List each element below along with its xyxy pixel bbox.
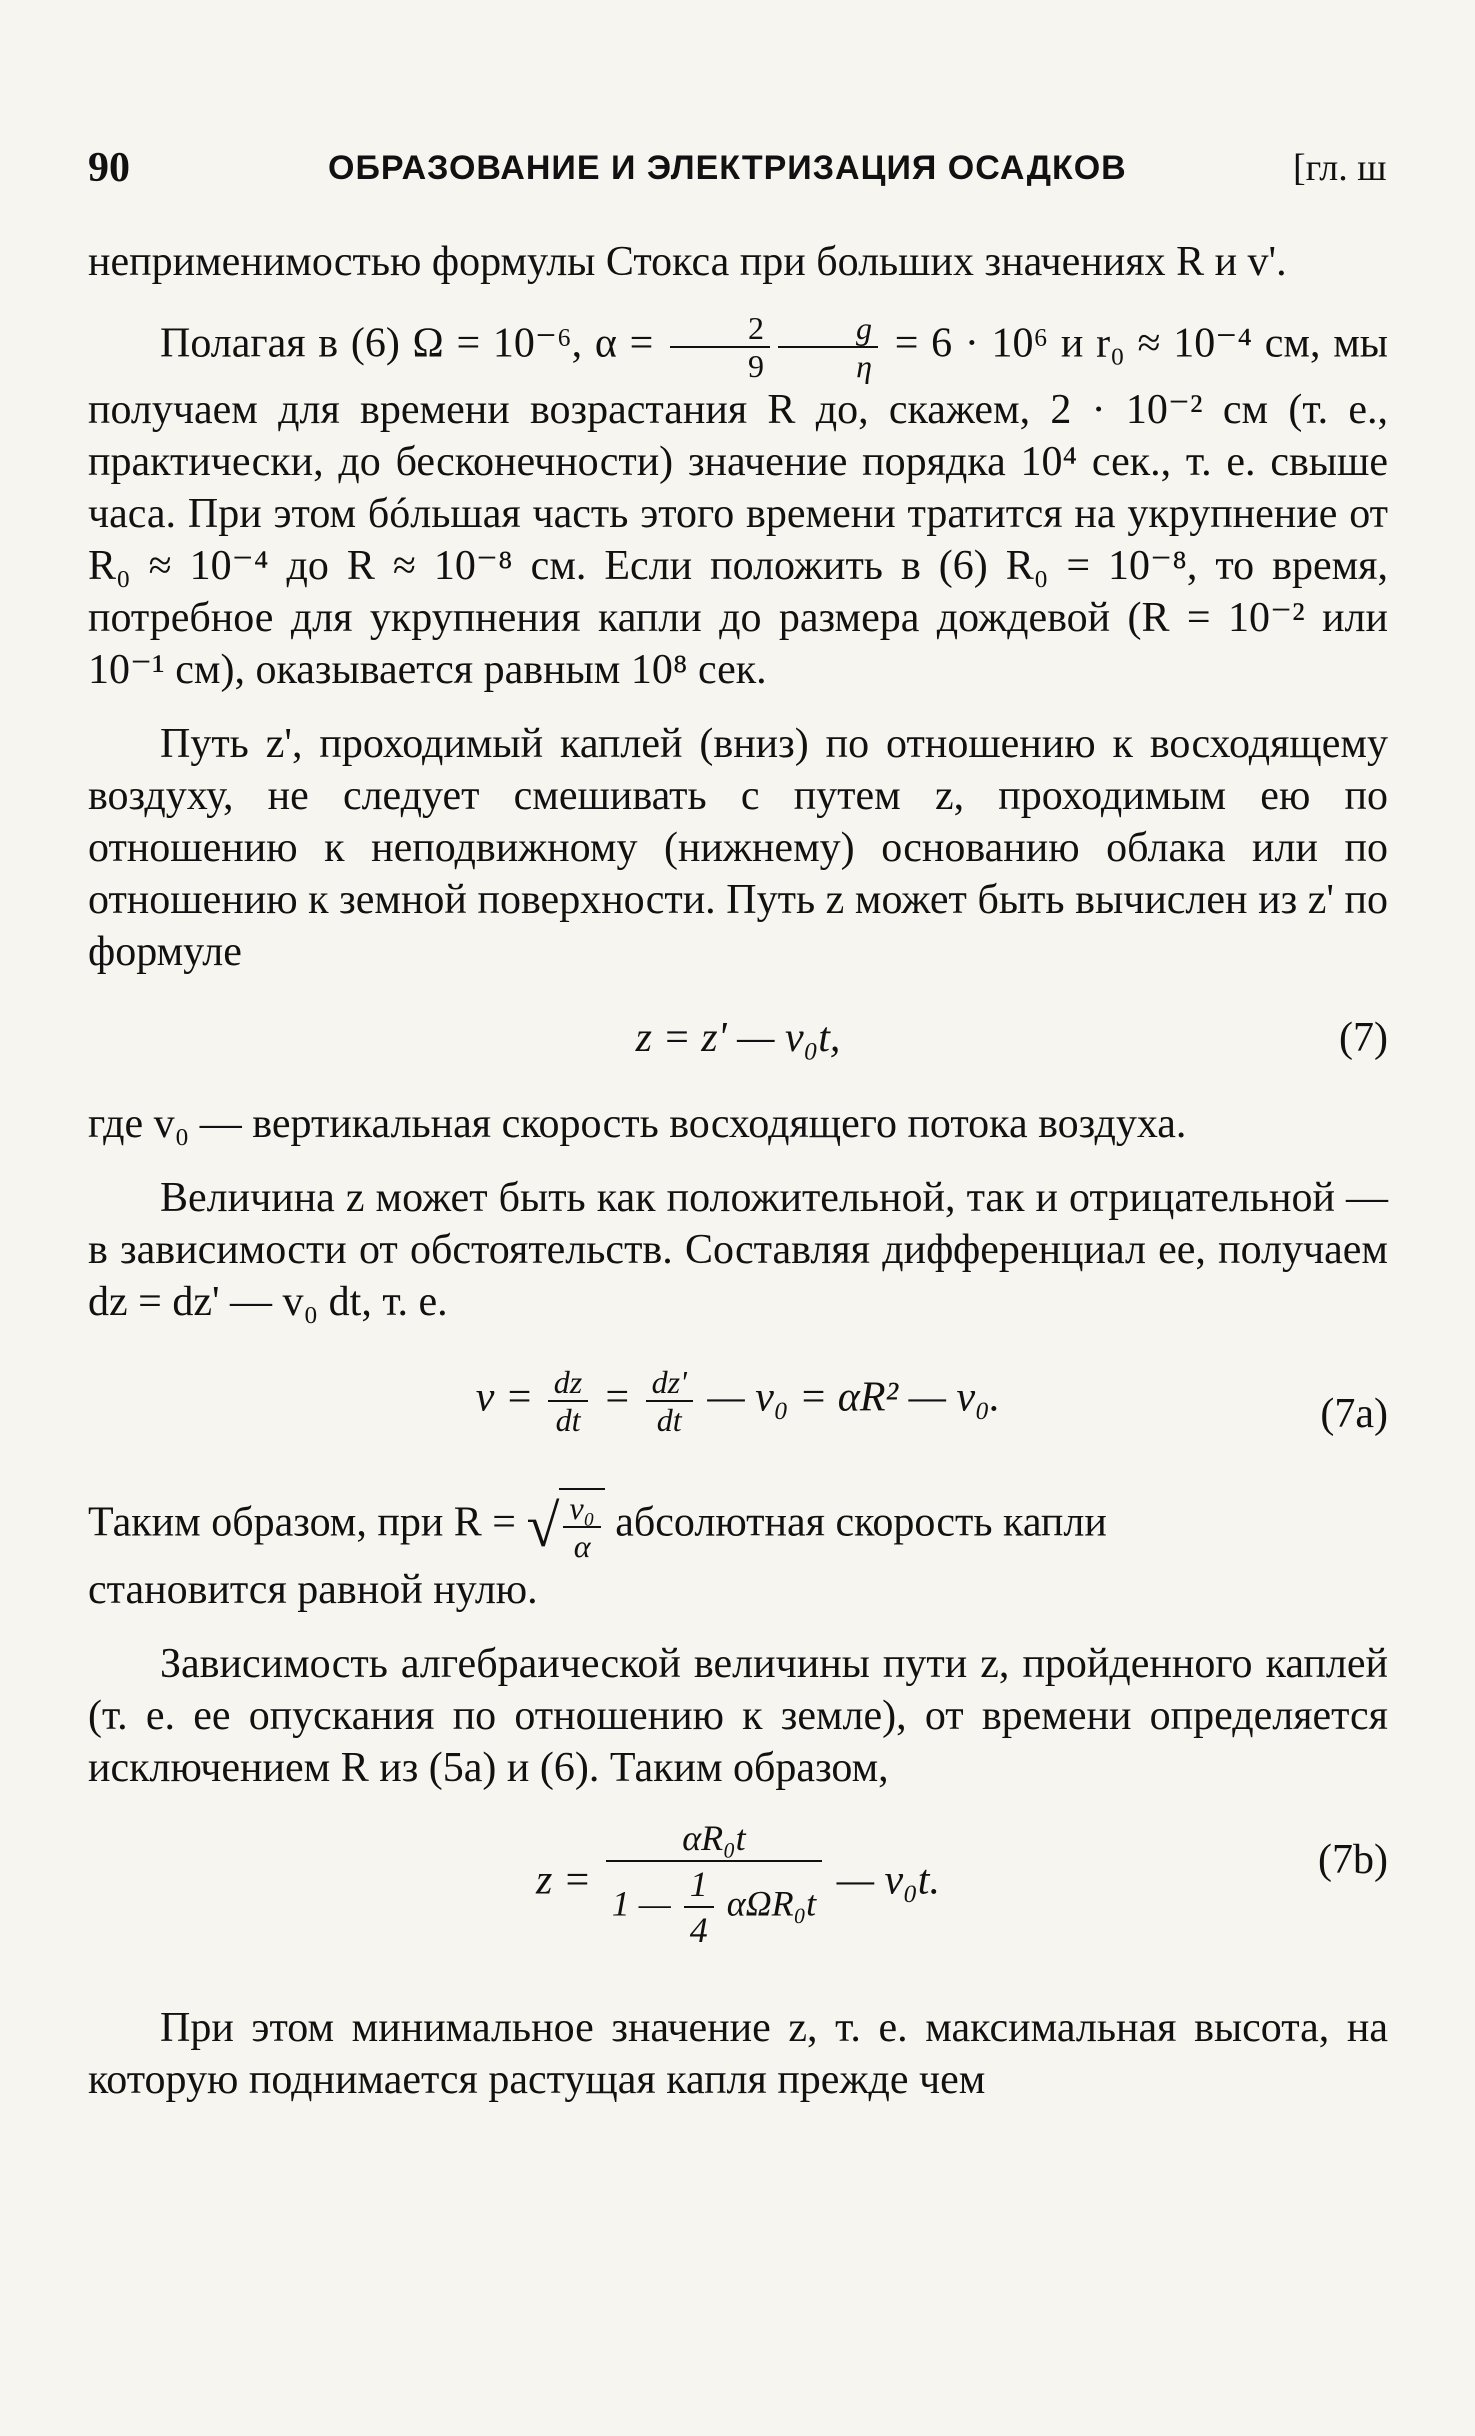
fraction-1-4 bbox=[684, 1862, 714, 1952]
frac-den: dt bbox=[656, 1402, 682, 1438]
equation-7-expression: z = z' — v₀t, bbox=[635, 1015, 841, 1061]
frac-num: g bbox=[778, 310, 878, 348]
sqrt-sign-icon: √ bbox=[526, 1493, 560, 1559]
den-lead: 1 — bbox=[611, 1883, 671, 1924]
thus-lead: Таким образом, при R = bbox=[88, 1499, 516, 1546]
eq7b-rest: — v₀t. bbox=[836, 1857, 940, 1904]
frac-num: v₀ bbox=[563, 1490, 600, 1528]
paragraph-path: Путь z', проходимый каплей (вниз) по отношению к восходящему воздуху, не следует смешивать с путем z, проходимым ею по отношению к неподвижному (нижнему) основанию облака или по отношению к земной поверхности. Путь z может быть вычислен из z' по формуле bbox=[88, 721, 1388, 975]
frac-den: 4 bbox=[689, 1910, 708, 1950]
page-number: 90 bbox=[88, 145, 130, 191]
sqrt-expression bbox=[527, 1488, 605, 1564]
paragraph-magnitude: Величина z может быть как положительной, так и отрицательной — в зависимости от обстоятельств. Составляя дифференциал ее, получаем dz = dz' — v₀ dt, т. е. bbox=[88, 1175, 1388, 1325]
frac-den: η bbox=[856, 348, 872, 384]
frac-den bbox=[606, 1862, 822, 1952]
fraction-dz-prime-dt bbox=[646, 1364, 693, 1438]
equation-7b-expression bbox=[536, 1816, 940, 1952]
eq7a-equals: = bbox=[602, 1374, 632, 1421]
chapter-marker: [гл. ш bbox=[1293, 147, 1387, 189]
paragraph-thus bbox=[88, 1488, 1388, 1616]
fraction-main bbox=[606, 1816, 822, 1952]
paragraph-where: где v₀ — вертикальная скорость восходящего потока воздуха. bbox=[88, 1101, 1187, 1147]
equation-7 bbox=[88, 1014, 1388, 1062]
equation-7a-expression bbox=[476, 1364, 1000, 1438]
thus-line2: становится равной нулю. bbox=[88, 1567, 538, 1613]
equation-7a-number: (7а) bbox=[1320, 1391, 1388, 1437]
frac-num: dz bbox=[548, 1364, 588, 1402]
frac-den: 9 bbox=[748, 348, 765, 384]
den-tail: αΩR₀t bbox=[726, 1883, 817, 1924]
thus-tail: абсолютная скорость капли bbox=[615, 1499, 1107, 1546]
frac-num: dz' bbox=[646, 1364, 693, 1402]
eq7a-rest: — v₀ = αR² — v₀. bbox=[707, 1374, 1001, 1421]
frac-den: α bbox=[573, 1528, 591, 1564]
frac-num: 2 bbox=[670, 310, 770, 348]
eq7a-lhs: v = bbox=[475, 1374, 534, 1421]
equation-7-number: (7) bbox=[1339, 1015, 1388, 1061]
frac-num: αR₀t bbox=[606, 1816, 822, 1862]
assume-rest: мы получаем для времени возрастания R до, скажем, 2 · 10⁻² см (т. е., практически, до бесконечности) значение порядка 10⁴ сек., т. е. свыше часа. При этом бóльшая часть этого времени тратится на укрупнение от R₀ ≈ 10⁻⁴ до R ≈ 10⁻⁸ см. Если положить в (6) R₀ = 10⁻⁸, то время, потребное для укрупнения капли до размера дождевой (R = 10⁻² или 10⁻¹ см), оказывается равным 10⁸ сек. bbox=[88, 320, 1388, 693]
fraction-dz-dt bbox=[548, 1364, 588, 1438]
assume-tail: = 6 · 10⁶ и r₀ ≈ 10⁻⁴ см, bbox=[894, 320, 1321, 367]
paragraph-stokes: неприменимостью формулы Стокса при больших значениях R и v'. bbox=[88, 239, 1287, 285]
equation-7a bbox=[88, 1364, 1388, 1438]
running-title: ОБРАЗОВАНИЕ И ЭЛЕКТРИЗАЦИЯ ОСАДКОВ bbox=[328, 149, 1127, 187]
fraction-g-eta bbox=[778, 310, 878, 384]
page-body bbox=[88, 236, 1388, 2106]
fraction-2-9 bbox=[670, 310, 770, 384]
assume-lead: Полагая в (6) Ω = 10⁻⁶, α = bbox=[160, 320, 654, 367]
running-header bbox=[88, 138, 1388, 198]
paragraph-dependence: Зависимость алгебраической величины пути z, пройденного каплей (т. е. ее опускания по отношению к земле), от времени определяется исключением R из (5а) и (6). Таким образом, bbox=[88, 1641, 1388, 1791]
frac-num: 1 bbox=[684, 1862, 714, 1908]
paragraph-minimum: При этом минимальное значение z, т. е. максимальная высота, на которую поднимается растущая капля прежде чем bbox=[88, 2005, 1388, 2103]
paragraph-assuming bbox=[88, 310, 1388, 696]
fraction-v0-alpha bbox=[563, 1490, 600, 1564]
equation-7b bbox=[88, 1816, 1388, 1952]
equation-7b-number: (7b) bbox=[1318, 1837, 1388, 1883]
eq7b-lhs: z = bbox=[536, 1857, 592, 1904]
frac-den: dt bbox=[555, 1402, 581, 1438]
